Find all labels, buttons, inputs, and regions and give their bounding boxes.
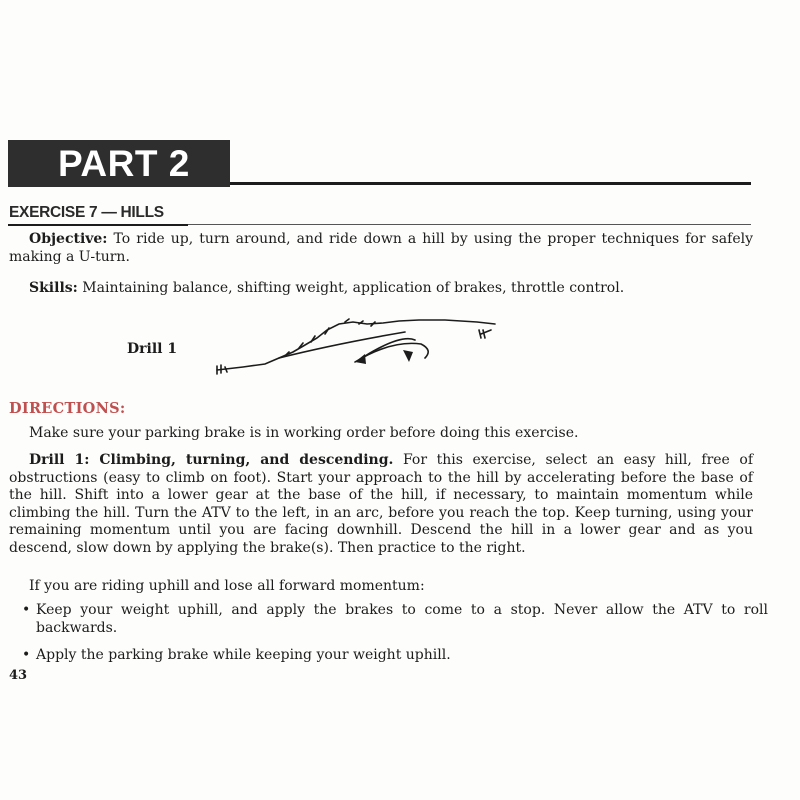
skills-paragraph	[9, 280, 753, 298]
exercise-title: EXERCISE 7 — HILLS	[9, 204, 164, 221]
arrow-head-right	[403, 350, 413, 362]
hill-diagram	[215, 312, 505, 382]
directions-intro-text: Make sure your parking brake is in working order before doing this exercise.	[29, 425, 579, 441]
skills-text: Maintaining balance, shifting weight, application of brakes, throttle control.	[82, 280, 625, 296]
list-item	[22, 602, 768, 637]
bullet-text: Keep your weight uphill, and apply the brakes to come to a stop. Never allow the ATV to roll backwards.	[36, 602, 768, 636]
list-item	[22, 647, 768, 665]
exercise-rule-extension	[188, 224, 751, 225]
page-number: 43	[9, 668, 28, 683]
part-rule	[230, 182, 751, 185]
diagram-label: Drill 1	[127, 341, 178, 357]
objective-label: Objective:	[29, 231, 108, 247]
uphill-intro	[9, 578, 753, 596]
arrow-head-left	[355, 354, 366, 364]
drill-description-label: Drill 1: Climbing, turning, and descending.	[29, 452, 394, 468]
drill-description-text: For this exercise, select an easy hill, free of obstructions (easy to climb on foot). Start your approach to the hill by accelerating before the base of the hill. Shift into a lower gear at the base of the hill, if necessary, to maintain momentum while climbing the hill. Turn the ATV to the left, in an arc, before you reach the top. Keep turning, using your remaining momentum until you are facing downhill. Descend the hill in a lower gear and as you descend, slow down by applying the brake(s). Then practice to the right.	[9, 452, 754, 556]
bullet-text: Apply the parking brake while keeping your weight uphill.	[36, 647, 451, 663]
objective-text: To ride up, turn around, and ride down a hill by using the proper techniques for safely making a U-turn.	[9, 231, 753, 265]
drill-description	[9, 452, 753, 557]
uphill-intro-text: If you are riding uphill and lose all forward momentum:	[29, 578, 425, 594]
hill-ground-line	[217, 320, 495, 370]
objective-paragraph	[9, 231, 753, 266]
turn-arc-left	[355, 343, 428, 362]
part-title: PART 2	[58, 143, 190, 184]
exercise-rule	[8, 224, 188, 226]
bullet-icon: •	[22, 602, 31, 618]
skills-label: Skills:	[29, 280, 78, 296]
hill-grass-tufts	[217, 319, 375, 374]
directions-intro	[9, 425, 753, 443]
directions-heading: DIRECTIONS:	[9, 400, 126, 417]
hill-peak-marker	[479, 330, 491, 338]
bullet-icon: •	[22, 647, 31, 663]
